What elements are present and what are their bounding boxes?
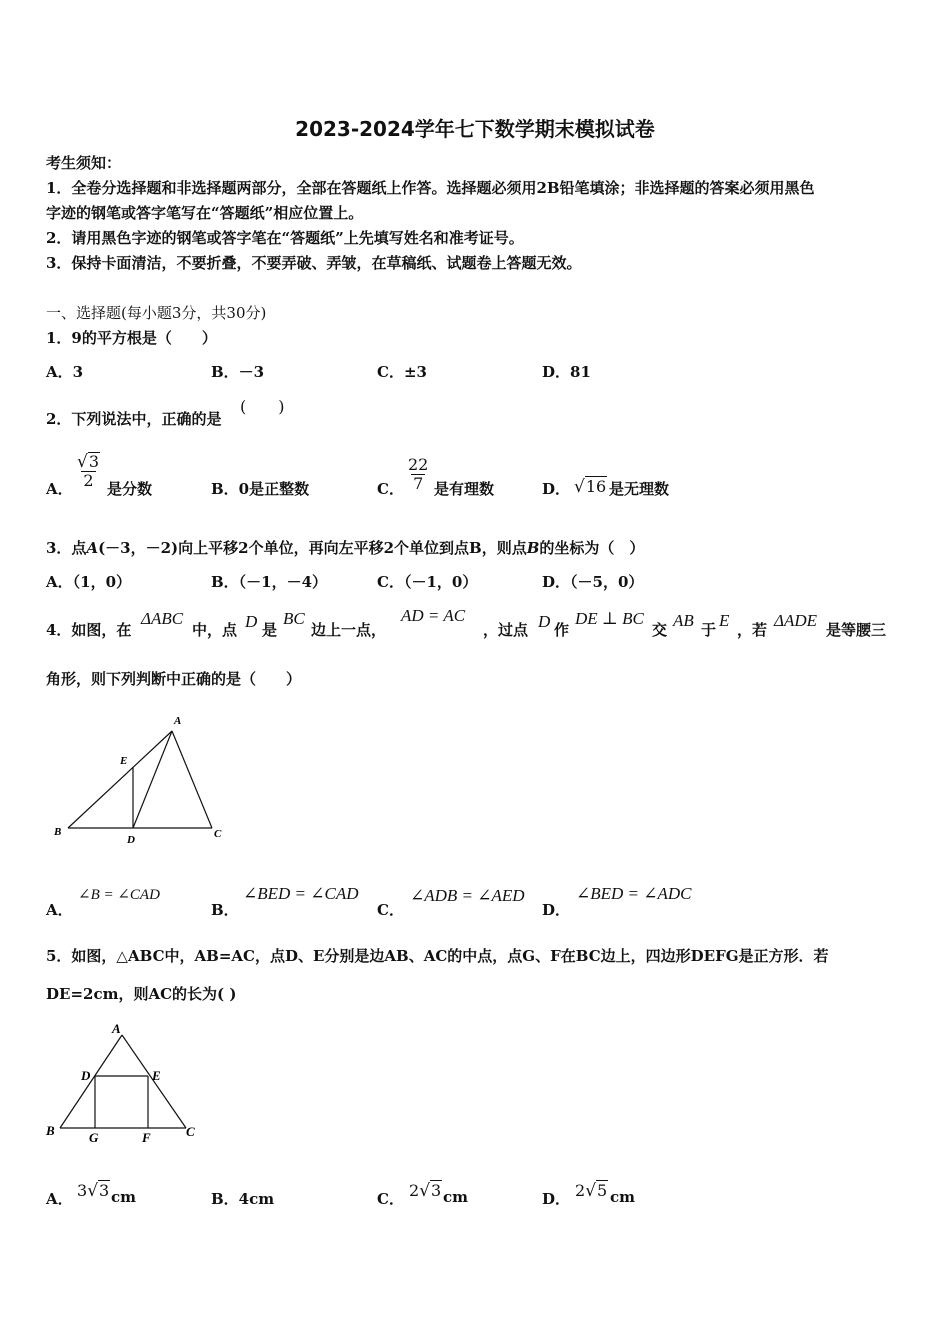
q4-m1: ΔABC bbox=[141, 609, 184, 628]
notice-line-3: 3．保持卡面清洁，不要折叠，不要弄破、弄皱，在草稿纸、试题卷上答题无效。 bbox=[46, 254, 582, 272]
q5-line1: 5．如图，△ABC中，AB=AC，点D、E分别是边AB、AC的中点，点G、F在BC边上，四边形DEFG是正方形．若 bbox=[46, 947, 829, 965]
q2-option-d-text: 是无理数 bbox=[609, 480, 670, 498]
q5-option-a-label: A． bbox=[46, 1190, 73, 1208]
q5-option-d-label: D． bbox=[542, 1190, 571, 1208]
q4-option-b-expr: ∠BED = ∠CAD bbox=[243, 884, 359, 903]
q4-t10: 是等腰三 bbox=[826, 621, 887, 639]
q5-square-figure bbox=[44, 1018, 204, 1148]
q2-option-a-text: 是分数 bbox=[107, 480, 153, 498]
q5-option-a-unit: cm bbox=[111, 1188, 137, 1206]
q4-t4: 边上一点， bbox=[311, 621, 387, 639]
q5-line2: DE=2cm，则AC的长为( ) bbox=[46, 985, 237, 1003]
q1-option-a: A．3 bbox=[46, 363, 84, 381]
q2-option-b: B．0是正整数 bbox=[211, 480, 310, 498]
q5-option-c-expr: 2√3 bbox=[409, 1181, 442, 1201]
q2-c-denominator: 7 bbox=[413, 474, 424, 493]
q2-stem: 2．下列说法中，正确的是 bbox=[46, 410, 222, 428]
q5-label-g: G bbox=[89, 1130, 99, 1145]
q4-m2: D bbox=[245, 612, 258, 631]
q1-stem: 1．9的平方根是（ ） bbox=[46, 329, 217, 347]
q4-segment-ad bbox=[133, 731, 172, 828]
q4-option-c-label: C． bbox=[377, 901, 404, 919]
q5-option-c-label: C． bbox=[377, 1190, 404, 1208]
q4-line2: 角形，则下列判断中正确的是（ ） bbox=[46, 670, 302, 688]
q3-point-a: A bbox=[86, 539, 99, 557]
q4-label-d: D bbox=[127, 834, 135, 846]
q3-stem-post: 的坐标为（ ） bbox=[539, 539, 645, 557]
q4-t5: ，过点 bbox=[483, 621, 529, 639]
section-heading: 一、选择题(每小题3分，共30分) bbox=[46, 304, 267, 322]
q4-t6: 作 bbox=[554, 621, 570, 639]
q2-d-radicand: 16 bbox=[585, 477, 607, 496]
q2-option-c-text: 是有理数 bbox=[434, 480, 495, 498]
q5-option-c-unit: cm bbox=[443, 1188, 469, 1206]
notice-line-1b: 字迹的钢笔或答字笔写在“答题纸”相应位置上。 bbox=[46, 204, 364, 222]
q5-option-d-unit: cm bbox=[610, 1188, 636, 1206]
q4-t7: 交 bbox=[652, 621, 668, 639]
q4-option-d-label: D． bbox=[542, 901, 571, 919]
q5-label-a: A bbox=[112, 1021, 121, 1036]
q3-option-d: D．（－5，0） bbox=[542, 573, 644, 591]
q4-t2: 中，点 bbox=[192, 621, 238, 639]
q4-m4: AD = AC bbox=[401, 606, 466, 625]
q5-label-e: E bbox=[152, 1068, 161, 1083]
q4-option-a-label: A． bbox=[46, 901, 73, 919]
notice-heading: 考生须知： bbox=[46, 154, 122, 172]
q4-m7: AB bbox=[673, 611, 694, 630]
q4-t9: ，若 bbox=[737, 621, 768, 639]
q5-label-f: F bbox=[142, 1130, 151, 1145]
q2-option-d-label: D． bbox=[542, 480, 571, 498]
q5-d-coef: 2 bbox=[575, 1181, 586, 1200]
q5-label-b: B bbox=[46, 1123, 55, 1138]
q3-stem bbox=[46, 537, 644, 558]
q4-label-e: E bbox=[120, 755, 128, 767]
q3-point-b: B bbox=[526, 539, 540, 557]
q4-label-a: A bbox=[174, 715, 182, 727]
q5-label-c: C bbox=[186, 1124, 195, 1139]
q4-triangle-figure bbox=[50, 710, 230, 850]
q3-option-c: C．（－1，0） bbox=[377, 573, 478, 591]
q4-label-b: B bbox=[54, 826, 62, 838]
q5-c-coef: 2 bbox=[409, 1181, 420, 1200]
q2-option-a-label: A． bbox=[46, 480, 73, 498]
q1-option-c: C．±3 bbox=[377, 363, 427, 381]
notice-line-2: 2．请用黑色字迹的钢笔或答字笔在“答题纸”上先填写姓名和准考证号。 bbox=[46, 229, 524, 247]
q4-t1: 4．如图，在 bbox=[46, 621, 132, 639]
q5-option-d-expr: 2√5 bbox=[575, 1181, 608, 1201]
q4-t3: 是 bbox=[262, 621, 278, 639]
q3-stem-pre: 3．点 bbox=[46, 539, 87, 557]
q4-option-c-expr: ∠ADB = ∠AED bbox=[410, 886, 525, 905]
q2-a-radicand: 3 bbox=[88, 452, 100, 471]
q5-segment-ab bbox=[60, 1035, 122, 1128]
q5-c-radicand: 3 bbox=[431, 1181, 442, 1200]
q5-option-a-expr: 3√3 bbox=[77, 1181, 110, 1201]
q4-option-d-expr: ∠BED = ∠ADC bbox=[576, 884, 692, 903]
notice-line-1a: 1．全卷分选择题和非选择题两部分，全部在答题纸上作答。选择题必须用2B铅笔填涂；非选择题的答案必须用黑色 bbox=[46, 179, 815, 197]
q4-m3: BC bbox=[283, 609, 305, 628]
q1-option-d: D．81 bbox=[542, 363, 591, 381]
q2-option-c-fraction bbox=[408, 456, 428, 493]
q4-segment-ac bbox=[172, 731, 212, 828]
q4-segment-ab bbox=[68, 731, 172, 828]
q5-d-radicand: 5 bbox=[597, 1181, 608, 1200]
q4-m9: ΔADE bbox=[774, 611, 818, 630]
q3-stem-mid: (－3，－2)向上平移2个单位，再向左平移2个单位到点B，则点 bbox=[98, 539, 527, 557]
q2-c-numerator: 22 bbox=[408, 455, 429, 474]
q3-option-a: A．（1，0） bbox=[46, 573, 132, 591]
q1-option-b: B．－3 bbox=[211, 363, 265, 381]
q4-option-b-label: B． bbox=[211, 901, 239, 919]
q2-option-d-sqrt: √16 bbox=[574, 477, 607, 497]
q5-a-radicand: 3 bbox=[99, 1181, 110, 1200]
q4-m6: DE ⊥ BC bbox=[575, 609, 644, 628]
q5-option-b: B．4cm bbox=[211, 1190, 275, 1208]
q5-a-coef: 3 bbox=[77, 1181, 88, 1200]
q3-option-b: B．（－1，－4） bbox=[211, 573, 328, 591]
q2-option-c-label: C． bbox=[377, 480, 404, 498]
q5-label-d: D bbox=[81, 1068, 91, 1083]
page-title: 2023-2024学年七下数学期末模拟试卷 bbox=[295, 117, 655, 141]
q2-a-denominator: 2 bbox=[83, 471, 94, 490]
q4-t8: 于 bbox=[701, 621, 717, 639]
q2-paren: ( ) bbox=[240, 397, 285, 416]
q4-label-c: C bbox=[214, 828, 222, 840]
q4-option-a-expr: ∠B = ∠CAD bbox=[78, 887, 160, 903]
q2-option-a-fraction: $\frac{√3}{2}$ bbox=[77, 452, 100, 490]
q4-m8: E bbox=[719, 611, 730, 630]
q4-m5: D bbox=[538, 612, 551, 631]
